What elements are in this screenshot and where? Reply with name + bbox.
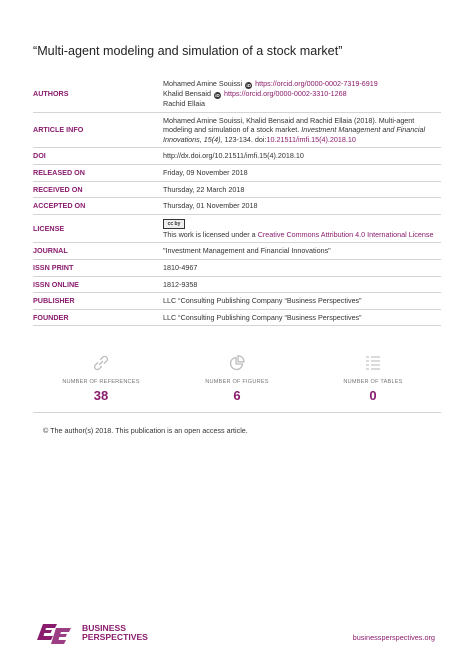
accepted-value: Thursday, 01 November 2018 [163,201,258,211]
authors-row [33,74,441,113]
founder-value: LLC “Consulting Publishing Company “Business Perspectives” [163,312,362,322]
publisher-logo [37,622,148,644]
stat-label: NUMBER OF FIGURES [205,379,269,385]
journal-row [33,243,441,260]
citation-text: Mohamed Amine Souissi, Khalid Bensaid and Rachid Ellaia (2018). Multi-agent modeling and simulation of a stock market. Investment Management and Financial Innovations, 15(4), 123-134. doi:10.21511/imfi.15(4).2018.10 [163,115,426,144]
row-label: ISSN ONLINE [33,279,79,289]
row-label: DOI [33,151,46,161]
doi-value[interactable]: http://dx.doi.org/10.21511/imfi.15(4).2018.10 [163,151,304,161]
accepted-row [33,198,441,215]
doi-link[interactable]: 10.21511/imfi.15(4).2018.10 [266,134,356,144]
link-icon [33,350,169,372]
article-title: “Multi-agent modeling and simulation of a stock market” [33,44,343,58]
stats-panel [33,350,441,413]
row-label: RELEASED ON [33,167,85,177]
business-perspectives-logo-icon [37,622,77,644]
publisher-value: LLC “Consulting Publishing Company “Business Perspectives” [163,296,362,306]
author-name: Mohamed Amine Souissi [163,79,243,88]
license-text: This work is licensed under a [163,229,256,239]
row-label: AUTHORS [33,89,69,98]
article-info-row [33,113,441,149]
logo-text-line2: PERSPECTIVES [82,632,148,642]
author-name: Rachid Ellaia [163,99,205,108]
table-icon [305,350,441,372]
row-label: LICENSE [33,223,65,233]
tables-stat [305,350,441,412]
author-name: Khalid Bensaid [163,89,211,98]
released-value: Friday, 09 November 2018 [163,167,248,177]
issn-online-value: 1812-9358 [163,279,198,289]
doi-row [33,148,441,165]
references-stat [33,350,169,412]
pie-chart-icon [169,350,305,372]
copyright-notice: © The author(s) 2018. This publication is an open access article. [43,426,248,435]
orcid-icon: iD [215,93,220,98]
row-label: FOUNDER [33,312,69,322]
stat-value: 6 [233,388,241,403]
orcid-icon: iD [246,83,251,88]
row-label: PUBLISHER [33,296,75,306]
row-label: ACCEPTED ON [33,201,86,211]
metadata-table [33,74,441,326]
stat-label: NUMBER OF REFERENCES [62,379,140,385]
row-label: JOURNAL [33,246,68,256]
stat-label: NUMBER OF TABLES [343,379,403,385]
cc-license-icon: cc by [163,219,185,229]
stat-value: 38 [93,388,109,403]
received-row [33,182,441,199]
publisher-row [33,293,441,310]
orcid-link[interactable]: https://orcid.org/0000-0002-3310-1268 [223,89,347,98]
row-label: RECEIVED ON [33,184,83,194]
issn-online-row [33,277,441,294]
issn-print-row [33,260,441,277]
released-row [33,165,441,182]
license-link[interactable]: Creative Commons Attribution 4.0 International License [257,229,434,239]
orcid-link[interactable]: https://orcid.org/0000-0002-7319-6919 [255,79,378,88]
website-link[interactable]: businessperspectives.org [352,633,435,642]
row-label: ISSN PRINT [33,262,74,272]
logo-text-line1: BUSINESS [82,622,126,633]
founder-row [33,310,441,327]
stat-value: 0 [369,388,377,403]
row-label: ARTICLE INFO [33,125,84,135]
journal-value: "Investment Management and Financial Innovations" [163,246,331,256]
received-value: Thursday, 22 March 2018 [163,184,245,194]
figures-stat [169,350,305,412]
license-row [33,215,441,244]
issn-print-value: 1810-4967 [163,262,198,272]
